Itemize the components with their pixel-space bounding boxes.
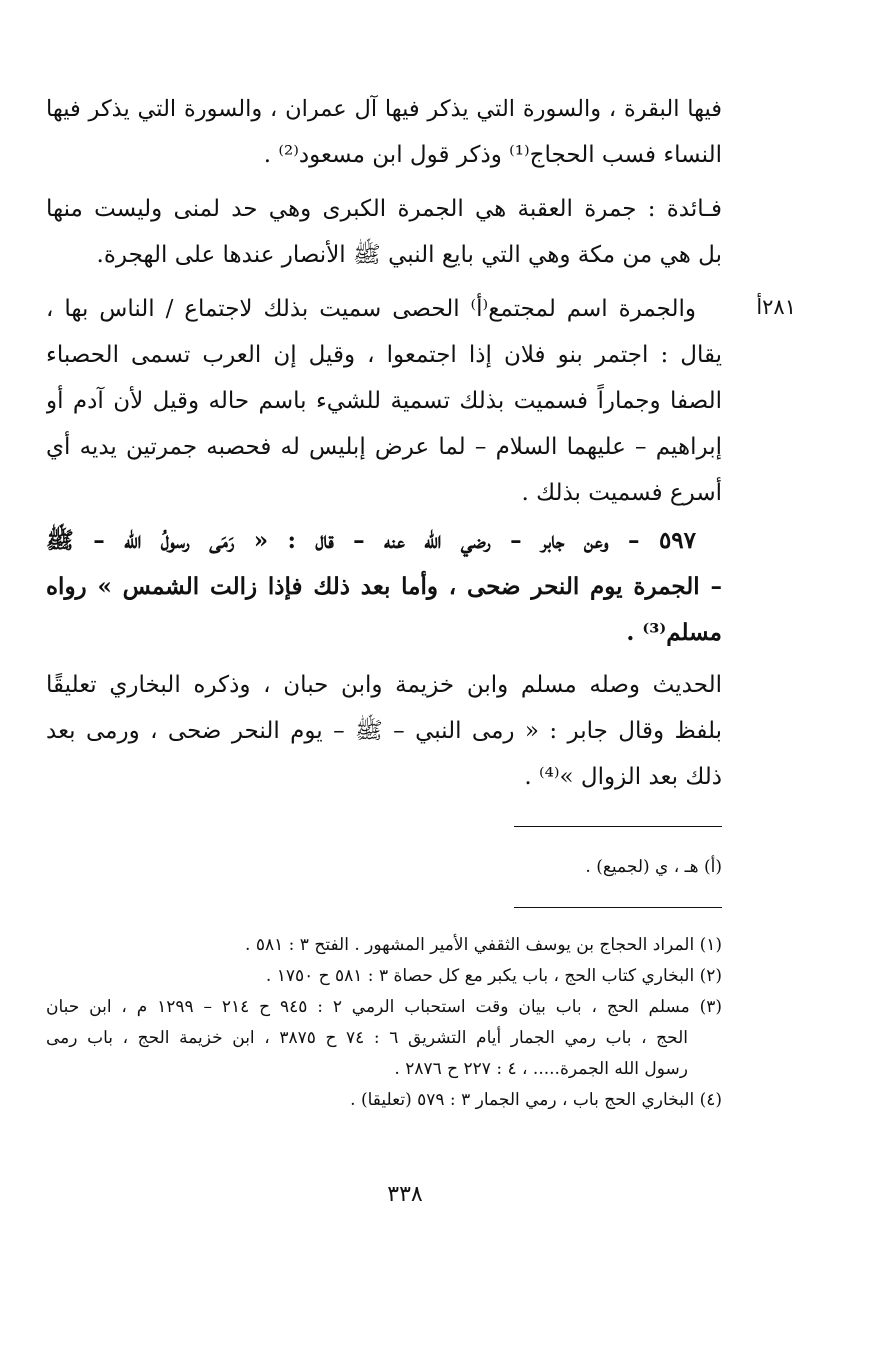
paragraph-2-note [46,186,722,278]
manuscript-folio-marker: ٢٨١أ [756,295,796,319]
text-line: مسلم⁽³⁾ . [626,619,722,646]
text-line: إبراهيم – عليهما السلام – لما عرض إبليس له فحصبه جمرتين يديه أي [46,434,722,460]
footnote-1: (١) المراد الحجاج بن يوسف الثقفي الأمير المشهور . الفتح ٣ : ٥٨١ . [245,935,722,955]
footnotes [46,930,722,1116]
text-line: بل هي من مكة وهي التي بايع النبي ﷺ الأنصار عندها على الهجرة. [96,242,722,268]
footnote-3-continued: الحج ، باب رمي الجمار أيام التشريق ٦ : ٧٤ ح ٣٨٧٥ ، ابن خزيمة الحج ، باب رمى [46,1028,689,1048]
text-line: الحديث وصله مسلم وابن خزيمة وابن حبان ، وذكره البخاري تعليقًا [46,672,722,698]
hadith-597 [46,518,722,656]
manuscript-variant-note [46,852,722,883]
footnote-4: (٤) البخاري الحج باب ، رمي الجمار ٣ : ٥٧٩ (تعليقا) . [350,1090,722,1110]
separator-rule [514,907,722,908]
text-line: والجمرة اسم لمجتمع⁽أ⁾ الحصى سميت بذلك لاجتماع / الناس بها ، [46,296,696,322]
footnote-3-continued: رسول الله الجمرة..... ، ٤ : ٢٢٧ ح ٢٨٧٦ . [394,1059,688,1079]
text-line: ٥٩٧ – وعن جابر – رضي اللّه عنه – قال : « رَمَى رسولُ اللّه – ﷺ [46,527,696,554]
text-line: ذلك بعد الزوال »⁽⁴⁾ . [524,764,722,790]
text-line: النساء فسب الحجاج⁽¹⁾ وذكر قول ابن مسعود⁽²⁾ . [263,142,722,168]
text-line: أسرع فسميت بذلك . [521,480,722,506]
paragraph-5 [46,662,722,800]
footnote-2: (٢) البخاري كتاب الحج ، باب يكبر مع كل حصاة ٣ : ٥٨١ ح ١٧٥٠ . [265,966,722,986]
separator-rule [514,826,722,827]
page-number: ٣٣٨ [387,1182,423,1207]
paragraph-3 [46,286,722,516]
text-line: بلفظ وقال جابر : « رمى النبي – ﷺ – يوم النحر ضحى ، ورمى بعد [46,718,722,744]
text-line: فـائدة : جمرة العقبة هي الجمرة الكبرى وهي حد لمنى وليست منها [46,196,722,222]
text-line: يقال : اجتمر بنو فلان إذا اجتمعوا ، وقيل إن العرب تسمى الحصباء [46,342,722,368]
variant-note-line: (أ) هـ ، ي (لجميع) . [585,857,722,877]
text-line: الصفا وجماراً فسميت بذلك تسمية للشيء باسم حاله وقيل لأن آدم أو [46,388,722,414]
footnote-3: (٣) مسلم الحج ، باب بيان وقت استحباب الرمي ٢ : ٩٤٥ ح ٢١٤ – ١٢٩٩ م ، ابن حبان [46,997,722,1017]
text-line: – الجمرة يوم النحر ضحى ، وأما بعد ذلك فإذا زالت الشمس » رواه [46,573,722,600]
text-line: فيها البقرة ، والسورة التي يذكر فيها آل عمران ، والسورة التي يذكر فيها [46,96,722,122]
paragraph-1 [46,86,722,178]
